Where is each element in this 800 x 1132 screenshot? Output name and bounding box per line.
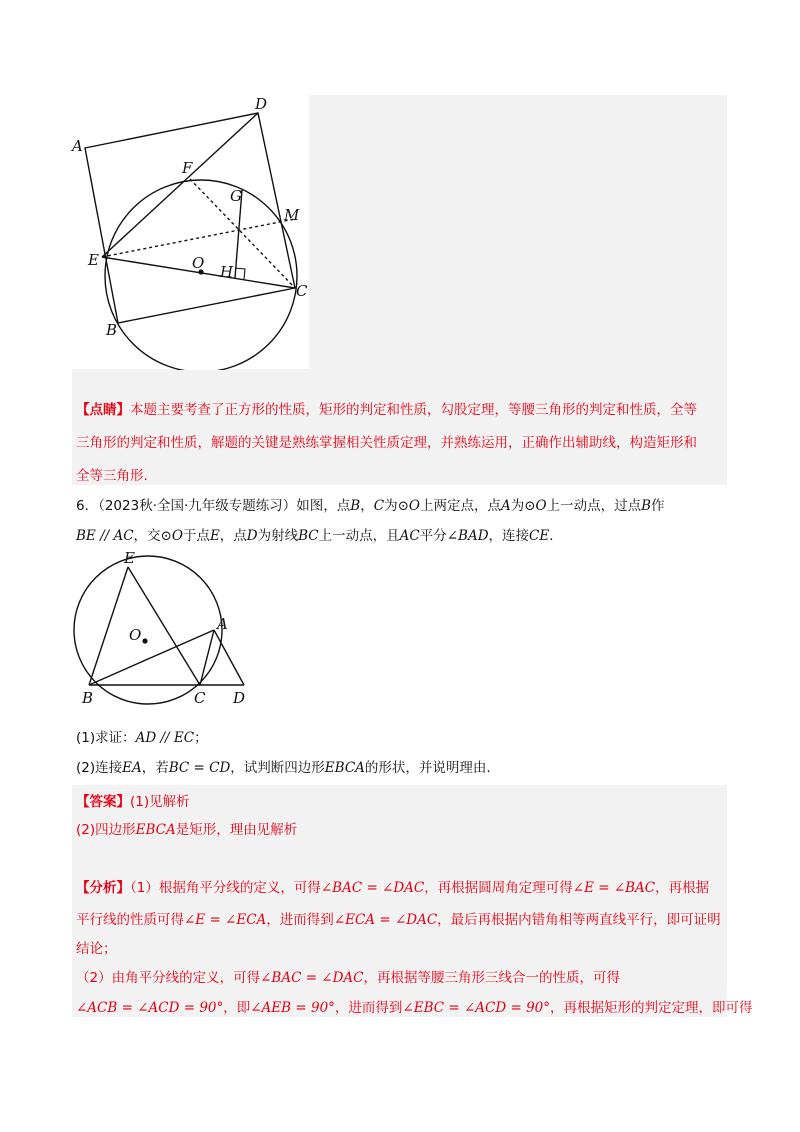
background-panel bbox=[309, 95, 727, 369]
analysis-line-2 bbox=[76, 910, 721, 930]
math-expression: ∠AEB = 90° bbox=[250, 1000, 335, 1016]
problem-text: ，交 bbox=[133, 528, 161, 544]
circle-o bbox=[105, 180, 297, 370]
problem-line-1 bbox=[76, 496, 665, 516]
label-M: M bbox=[284, 206, 300, 224]
problem-number: 6． bbox=[76, 498, 99, 514]
math-angle-bad: ∠BAD bbox=[446, 528, 489, 544]
label-O: O bbox=[129, 626, 142, 644]
note-line-2: 三角形的判定和性质，解题的关键是熟练掌握相关性质定理，并熟练运用，正确作出辅助线，构造矩形和 bbox=[76, 435, 697, 451]
analysis-text: ，即 bbox=[223, 1000, 251, 1016]
answer-line-2 bbox=[76, 820, 297, 840]
problem-text: ， bbox=[360, 498, 374, 514]
question-text: ，试判断四边形 bbox=[230, 760, 325, 776]
analysis-text: ，再根据 bbox=[655, 880, 710, 896]
math-expression: ∠BAC = ∠DAC bbox=[320, 880, 425, 896]
label-D: D bbox=[255, 95, 268, 113]
math-be-parallel-ac: BE // AC bbox=[76, 528, 134, 544]
problem-text: 上两定点，点 bbox=[419, 498, 501, 514]
math-circle-o: ⊙O bbox=[160, 528, 183, 544]
problem-text: 作 bbox=[651, 498, 665, 514]
analysis-text: ，进而得到 bbox=[266, 912, 334, 928]
problem-source: （2023秋·全国·九年级专题练习） bbox=[98, 498, 297, 514]
analysis-text: （2）由角平分线的定义，可得 bbox=[76, 970, 261, 986]
problem-text: 为 bbox=[384, 498, 398, 514]
math-EBCA: EBCA bbox=[135, 822, 176, 838]
analysis-text: （1）根据角平分线的定义，可得 bbox=[130, 880, 321, 896]
question-2 bbox=[76, 758, 491, 778]
math-EBCA: EBCA bbox=[324, 760, 365, 776]
analysis-text: ，再根据矩形的判定定理，即可得 bbox=[550, 1000, 753, 1016]
note-text-1: 本题主要考查了正方形的性质，矩形的判定和性质，勾股定理，等腰三角形的判定和性质，全等 bbox=[130, 402, 697, 418]
analysis-text: ，再根据等腰三角形三线合一的性质，可得 bbox=[363, 970, 621, 986]
note-panel bbox=[72, 369, 727, 485]
problem-line-2 bbox=[76, 526, 554, 546]
question-text: ； bbox=[194, 730, 208, 746]
math-BC: BC bbox=[298, 528, 319, 544]
note-line-3: 全等三角形. bbox=[76, 468, 148, 484]
problem-text: 为射线 bbox=[257, 528, 299, 544]
analysis-text: ，再根据圆周角定理可得 bbox=[424, 880, 573, 896]
label-A: A bbox=[217, 615, 228, 633]
math-B: B bbox=[641, 498, 652, 514]
math-CE: CE bbox=[529, 528, 550, 544]
math-expression: ∠E = ∠ECA bbox=[184, 912, 267, 928]
math-circle-o: ⊙O bbox=[524, 498, 547, 514]
math-expression: ∠EBC = ∠ACD = 90° bbox=[402, 1000, 551, 1016]
answer-text: (1)见解析 bbox=[130, 794, 190, 810]
problem-text: 为 bbox=[510, 498, 525, 514]
analysis-line-1 bbox=[76, 878, 709, 898]
answer-text: (2)四边形 bbox=[76, 822, 136, 838]
label-H: H bbox=[220, 263, 234, 281]
math-bc-eq-cd: BC = CD bbox=[168, 760, 231, 776]
label-C: C bbox=[194, 689, 206, 707]
problem-text: 上一动点，过点 bbox=[546, 498, 642, 514]
analysis-line-4 bbox=[76, 968, 620, 988]
math-C: C bbox=[373, 498, 385, 514]
segment-ad bbox=[214, 630, 244, 685]
label-E: E bbox=[88, 251, 99, 269]
problem-text: ，连接 bbox=[488, 528, 530, 544]
question-1 bbox=[76, 728, 208, 748]
math-E: E bbox=[209, 528, 220, 544]
label-E: E bbox=[124, 550, 135, 567]
note-tag: 【点睛】 bbox=[76, 402, 130, 418]
question-text: (2)连接 bbox=[76, 760, 123, 776]
segment-be bbox=[89, 567, 128, 685]
problem-text: ，点 bbox=[219, 528, 247, 544]
answer-tag: 【答案】 bbox=[76, 794, 130, 810]
problem-text: 如图，点 bbox=[296, 498, 351, 514]
answer-text: 是矩形，理由见解析 bbox=[175, 822, 298, 838]
math-A: A bbox=[500, 498, 511, 514]
label-D: D bbox=[233, 689, 246, 707]
label-A: A bbox=[72, 137, 83, 155]
segment-ac bbox=[200, 630, 214, 685]
figure-square-circle bbox=[70, 95, 310, 370]
problem-text: . bbox=[549, 528, 554, 544]
problem-text: 平分 bbox=[419, 528, 447, 544]
analysis-line-3: 结论； bbox=[76, 941, 117, 957]
analysis-text: ，最后再根据内错角相等两直线平行，即可证明 bbox=[437, 912, 721, 928]
label-O: O bbox=[192, 254, 205, 272]
analysis-text: ，进而得到 bbox=[334, 1000, 403, 1016]
math-expression: ∠E = ∠BAC bbox=[572, 880, 656, 896]
label-C: C bbox=[296, 282, 308, 300]
math-expression: ∠BAC = ∠DAC bbox=[260, 970, 364, 986]
problem-text: 上一动点，且 bbox=[318, 528, 400, 544]
math-EA: EA bbox=[122, 760, 142, 776]
answer-line-1 bbox=[76, 792, 190, 812]
math-B: B bbox=[350, 498, 361, 514]
figure-circle-triangle bbox=[70, 550, 260, 710]
label-F: F bbox=[182, 159, 193, 177]
note-line-1 bbox=[76, 400, 697, 420]
label-G: G bbox=[230, 187, 242, 205]
math-expression: ∠ACB = ∠ACD = 90° bbox=[76, 1000, 224, 1016]
label-B: B bbox=[82, 689, 94, 707]
question-text: ，若 bbox=[141, 760, 169, 776]
analysis-text: 平行线的性质可得 bbox=[76, 912, 184, 928]
question-text: 的形状，并说明理由. bbox=[364, 760, 491, 776]
problem-text: 于点 bbox=[182, 528, 210, 544]
math-expression: ∠ECA = ∠DAC bbox=[333, 912, 438, 928]
analysis-tag: 【分析】 bbox=[76, 880, 130, 896]
question-text: (1)求证： bbox=[76, 730, 136, 746]
analysis-line-5 bbox=[76, 998, 753, 1018]
math-circle-o: ⊙O bbox=[397, 498, 420, 514]
label-B: B bbox=[106, 321, 118, 339]
math-D: D bbox=[246, 528, 258, 544]
math-ad-parallel-ec: AD // EC bbox=[135, 730, 195, 746]
math-AC: AC bbox=[399, 528, 420, 544]
center-dot bbox=[142, 638, 147, 643]
